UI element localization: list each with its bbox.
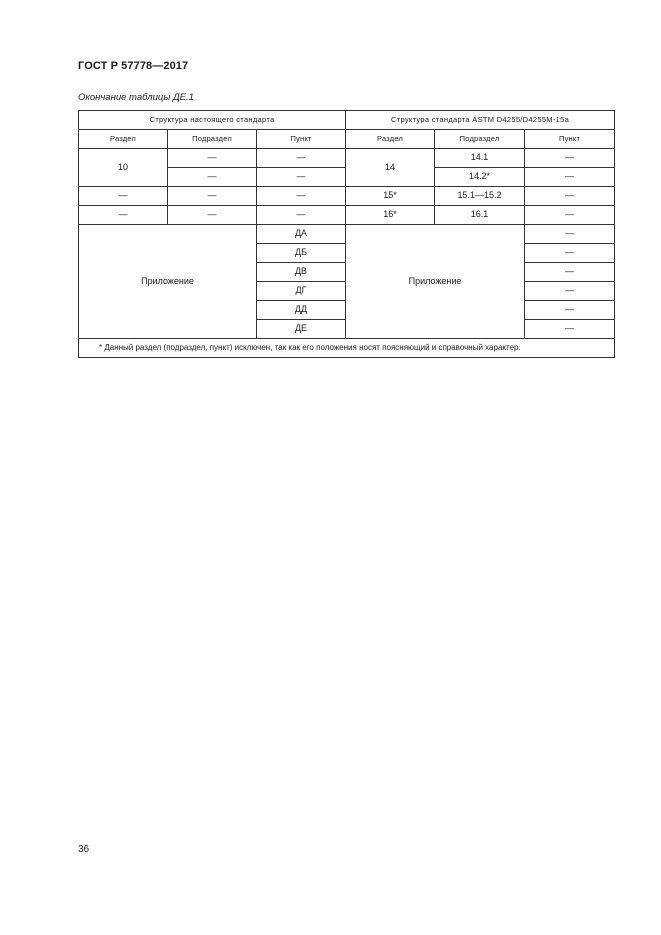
appendix-label-right: Приложение: [346, 225, 525, 339]
table-cell: —: [525, 301, 615, 320]
table-cell: 15.1—15.2: [435, 187, 525, 206]
appendix-item: ДД: [257, 301, 346, 320]
table-cell: —: [525, 187, 615, 206]
column-header: Пункт: [525, 130, 615, 149]
table-cell: —: [168, 187, 257, 206]
table-column-header-row: [79, 130, 615, 149]
column-header: Раздел: [79, 130, 168, 149]
table-cell: —: [525, 282, 615, 301]
table-cell: 14.1: [435, 149, 525, 168]
table-cell: —: [525, 263, 615, 282]
appendix-item: ДА: [257, 225, 346, 244]
table-footnote: * Данный раздел (подраздел, пункт) исключен, так как его положения носят поясняющий и справочный характер.: [79, 339, 615, 358]
table-cell: —: [525, 206, 615, 225]
table-cell: —: [79, 187, 168, 206]
table-row: [79, 149, 615, 168]
table-cell: 16*: [346, 206, 435, 225]
appendix-item: ДГ: [257, 282, 346, 301]
table-cell: —: [257, 149, 346, 168]
table-row: [79, 187, 615, 206]
column-header: Подраздел: [168, 130, 257, 149]
appendix-item: ДВ: [257, 263, 346, 282]
document-title: ГОСТ Р 57778—2017: [78, 60, 189, 72]
table-row: [79, 225, 615, 244]
table-cell: 14: [346, 149, 435, 187]
table-cell: 15*: [346, 187, 435, 206]
group-header-left: Структура настоящего стандарта: [79, 111, 346, 130]
table-cell: 14.2*: [435, 168, 525, 187]
table-cell: —: [525, 168, 615, 187]
column-header: Подраздел: [435, 130, 525, 149]
table-group-header-row: [79, 111, 615, 130]
table-cell: —: [525, 225, 615, 244]
column-header: Пункт: [257, 130, 346, 149]
structure-comparison-table: [78, 110, 615, 358]
table-cell: —: [257, 206, 346, 225]
table-cell: 10: [79, 149, 168, 187]
appendix-item: ДЕ: [257, 320, 346, 339]
table-row: [79, 206, 615, 225]
appendix-item: ДБ: [257, 244, 346, 263]
table-cell: —: [525, 320, 615, 339]
table-cell: —: [525, 244, 615, 263]
table-cell: —: [257, 187, 346, 206]
table-cell: —: [168, 149, 257, 168]
group-header-right: Структура стандарта ASTM D4255/D4255M-15a: [346, 111, 615, 130]
table-cell: —: [168, 168, 257, 187]
table-caption: Окончание таблицы ДЕ.1: [78, 92, 194, 103]
table-cell: —: [168, 206, 257, 225]
column-header: Раздел: [346, 130, 435, 149]
table-cell: —: [257, 168, 346, 187]
page-number: 36: [78, 844, 90, 855]
appendix-label-left: Приложение: [79, 225, 257, 339]
table-cell: —: [79, 206, 168, 225]
footnote-row: [79, 339, 615, 358]
table-cell: 16.1: [435, 206, 525, 225]
table-cell: —: [525, 149, 615, 168]
